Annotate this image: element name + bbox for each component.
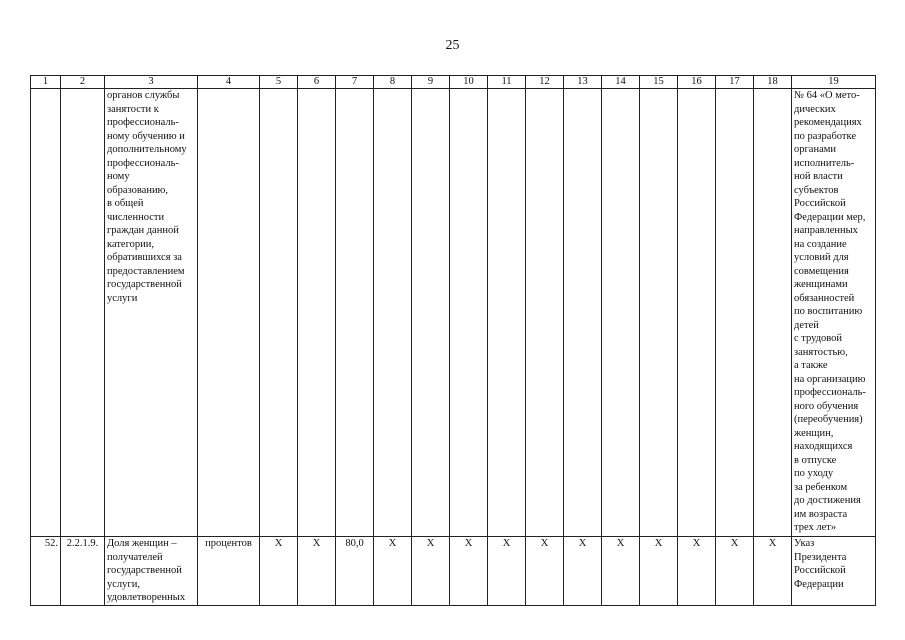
column-number-cell: 12 — [526, 76, 564, 89]
cell-empty — [488, 89, 526, 537]
column-number-cell: 14 — [602, 76, 640, 89]
column-number-cell: 7 — [336, 76, 374, 89]
value-cell: X — [754, 537, 792, 606]
indicator-description-cell: Доля женщин – получателей государственной услуги, удовлетворенных — [105, 537, 198, 606]
column-number-cell: 15 — [640, 76, 678, 89]
indicator-description-cell: органов службы занятости к профессиональ- ному обучению и дополнительному профессиональ- ному образованию, в общей численности граждан данной категории, обратившихся за предоставлением государственной услуги — [105, 89, 198, 537]
cell-empty — [640, 89, 678, 537]
value-cell: X — [298, 537, 336, 606]
column-number-row — [31, 76, 876, 89]
value-cell: 80,0 — [336, 537, 374, 606]
legal-basis-cell: Указ Президента Российской Федерации — [792, 537, 876, 606]
value-cell: X — [374, 537, 412, 606]
indicators-table — [30, 75, 876, 606]
column-number-cell: 19 — [792, 76, 876, 89]
column-number-cell: 8 — [374, 76, 412, 89]
column-number-cell: 18 — [754, 76, 792, 89]
cell-empty — [260, 89, 298, 537]
indicator-code-cell: 2.2.1.9. — [61, 537, 105, 606]
value-cell: X — [564, 537, 602, 606]
cell-empty — [526, 89, 564, 537]
continuation-row — [31, 89, 876, 537]
value-cell: X — [640, 537, 678, 606]
column-number-cell: 1 — [31, 76, 61, 89]
value-cell: X — [678, 537, 716, 606]
cell-empty — [198, 89, 260, 537]
value-cell: X — [488, 537, 526, 606]
cell-empty — [374, 89, 412, 537]
row-number-cell: 52. — [31, 537, 61, 606]
value-cell: X — [412, 537, 450, 606]
cell-empty — [716, 89, 754, 537]
cell-empty — [602, 89, 640, 537]
column-number-cell: 6 — [298, 76, 336, 89]
column-number-cell: 16 — [678, 76, 716, 89]
legal-basis-cell: № 64 «О мето- дических рекомендациях по разработке органами исполнитель- ной власти субъектов Российской Федерации мер, направленных на создание условий для совмещения женщинами обязанностей по воспитанию детей с трудовой занятостью, а также на организацию профессиональ- ного обучения (переобучения) женщин, находящихся в отпуске по уходу за ребенком до достижения им возраста трех лет» — [792, 89, 876, 537]
unit-cell: процентов — [198, 537, 260, 606]
column-number-cell: 11 — [488, 76, 526, 89]
cell-empty — [678, 89, 716, 537]
value-cell: X — [526, 537, 564, 606]
column-number-cell: 2 — [61, 76, 105, 89]
column-number-cell: 10 — [450, 76, 488, 89]
column-number-cell: 13 — [564, 76, 602, 89]
column-number-cell: 4 — [198, 76, 260, 89]
page-number: 25 — [445, 38, 460, 53]
value-cell: X — [450, 537, 488, 606]
table-row-52 — [31, 537, 876, 606]
cell-empty — [298, 89, 336, 537]
value-cell: X — [260, 537, 298, 606]
column-number-cell: 17 — [716, 76, 754, 89]
column-number-cell: 9 — [412, 76, 450, 89]
cell-empty — [412, 89, 450, 537]
column-number-cell: 5 — [260, 76, 298, 89]
cell-empty — [450, 89, 488, 537]
cell-empty — [61, 89, 105, 537]
cell-empty — [336, 89, 374, 537]
cell-empty — [754, 89, 792, 537]
value-cell: X — [602, 537, 640, 606]
cell-empty — [564, 89, 602, 537]
value-cell: X — [716, 537, 754, 606]
column-number-cell: 3 — [105, 76, 198, 89]
cell-empty — [31, 89, 61, 537]
